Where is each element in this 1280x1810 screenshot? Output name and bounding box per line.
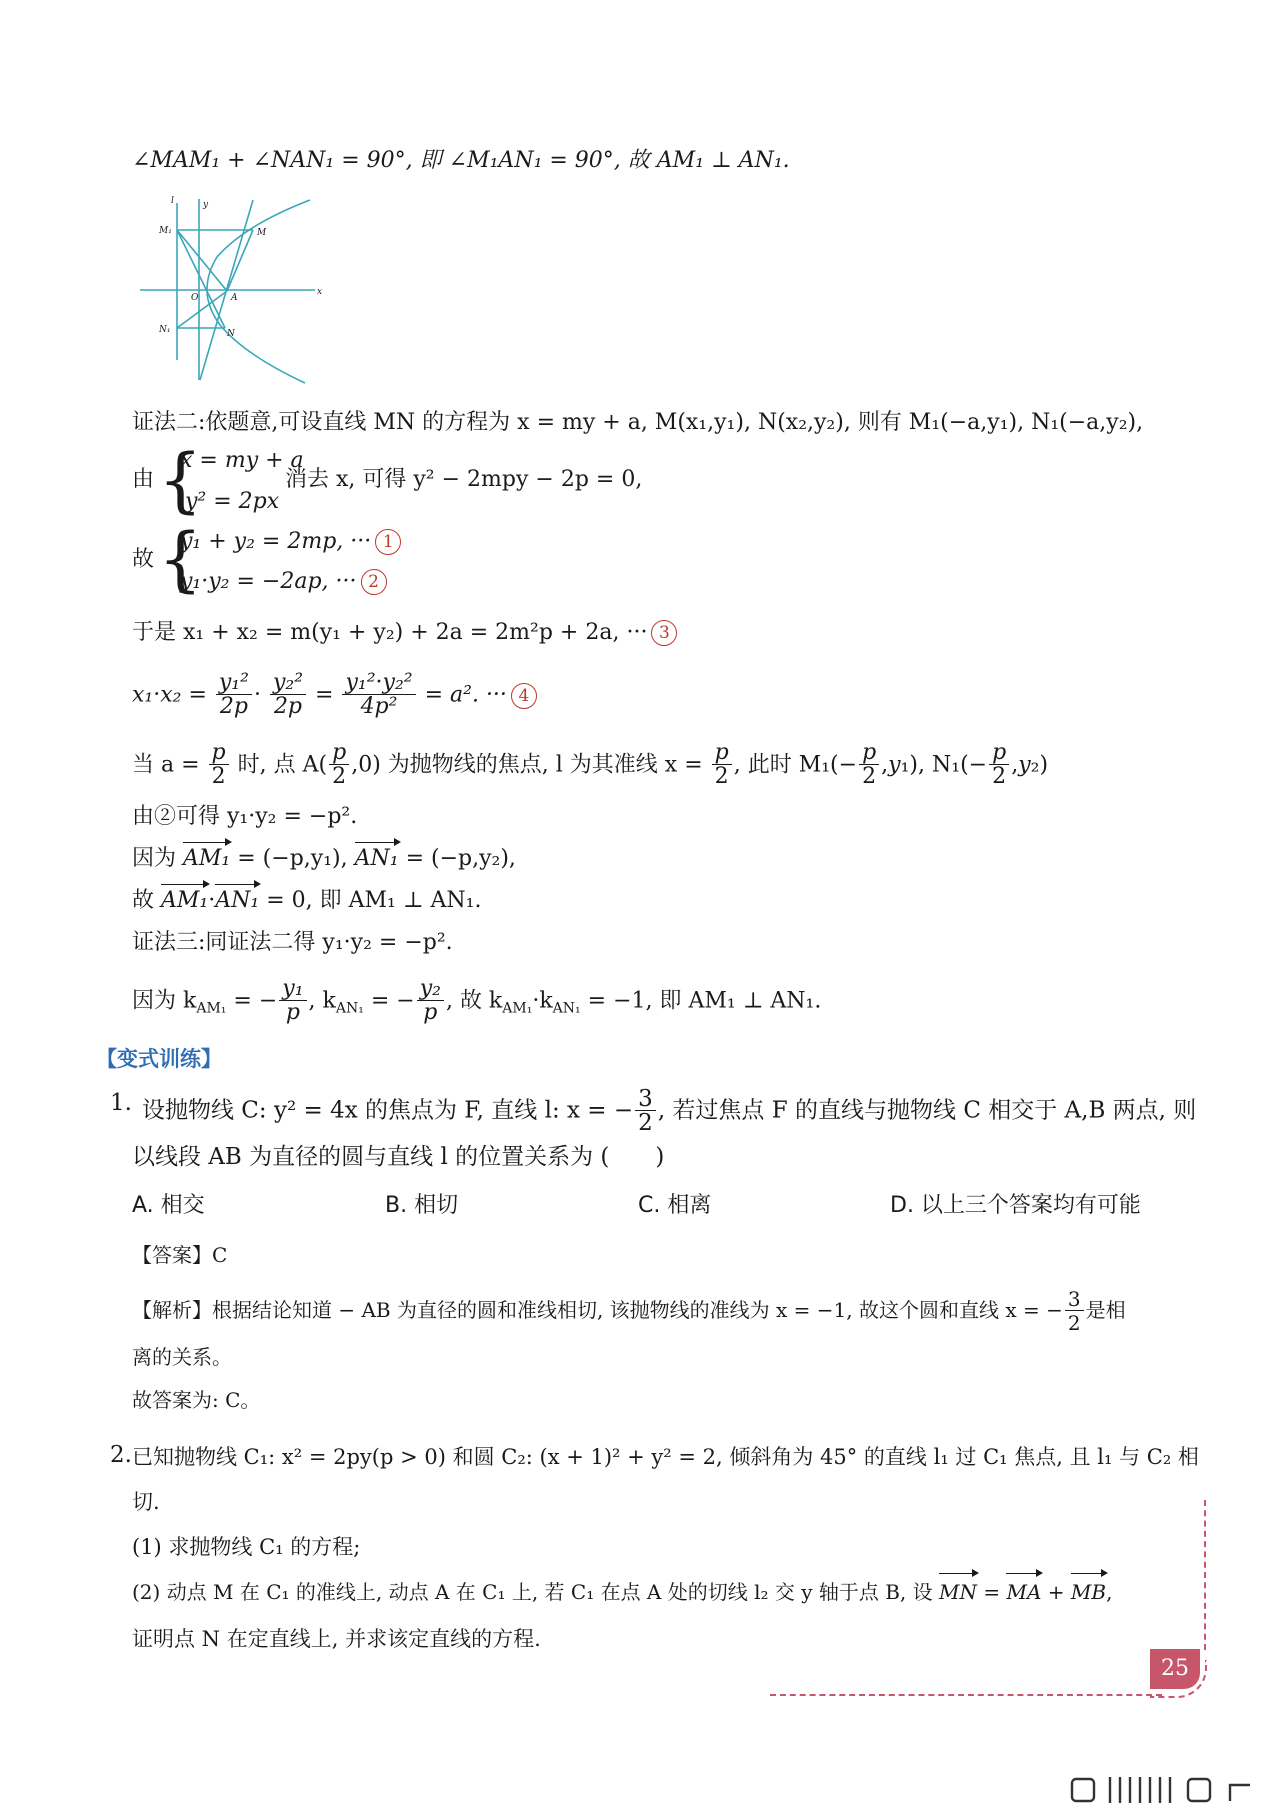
line-an1 xyxy=(177,291,227,328)
page-border-bottom xyxy=(770,1694,1162,1696)
proof2-intro: 证法二:依题意,可设直线 MN 的方程为 x = my + a, M(x₁,y₁), N(x₂,y₂), 则有 M₁(−a,y₁), N₁(−a,y₂), xyxy=(132,410,1144,435)
proof2-line8: 故 AM₁·AN₁ = 0, 即 AM₁ ⊥ AN₁. xyxy=(132,886,481,916)
q1-answer: 【答案】C xyxy=(132,1243,228,1267)
q1-analysis: 【解析】根据结论知道 − AB 为直径的圆和准线相切, 该抛物线的准线为 x = −1, 故这个圆和直线 x = − $\frac{3}{2}$ 是相 xyxy=(132,1287,1126,1335)
q2-part2-end: 证明点 N 在定直线上, 并求该定直线的方程. xyxy=(132,1627,541,1651)
q2-line2: 切. xyxy=(132,1490,160,1514)
q1-number: 1. xyxy=(110,1090,132,1116)
q1-line2: 以线段 AB 为直径的圆与直线 l 的位置关系为 ( ) xyxy=(132,1144,665,1170)
proof2-system1: 由 xyxy=(132,467,155,492)
q2-part2: (2) 动点 M 在 C₁ 的准线上, 动点 A 在 C₁ 上, 若 C₁ 在点 A 处的切线 l₂ 交 y 轴于点 B, 设 MN = MA + MB, xyxy=(132,1575,1112,1609)
sys2-bottom: y₁·y₂ = −2ap, ··· 2 xyxy=(180,567,387,597)
option-a: A. 相交 xyxy=(132,1193,205,1218)
angle-conclusion: ∠MAM₁ + ∠NAN₁ = 90°, 即 ∠M₁AN₁ = 90°, 故 AM₁ ⊥ AN₁. xyxy=(132,148,790,173)
proof2-gu: 故 xyxy=(132,547,155,572)
label-n: N xyxy=(227,329,235,339)
brace-2: { xyxy=(158,518,203,600)
q1-analysis-line2: 离的关系。 xyxy=(132,1345,232,1369)
circle-2: 2 xyxy=(361,569,387,595)
page-number: 25 xyxy=(1150,1649,1200,1689)
label-o: O xyxy=(191,293,199,303)
label-x: x xyxy=(317,287,323,297)
proof2-line3: 于是 x₁ + x₂ = m(y₁ + y₂) + 2a = 2m²p + 2a, ··· 3 xyxy=(132,618,677,648)
circle-4: 4 xyxy=(511,683,537,709)
proof2-line7: 因为 AM₁ = (−p,y₁), AN₁ = (−p,y₂), xyxy=(132,844,516,874)
label-l: l xyxy=(171,196,174,206)
label-m1: M₁ xyxy=(159,226,172,236)
proof2-line4: x₁·x₂ = $\frac{\text{y₁²}}{2p}$ · $\frac{\text{y₂²}}{2p}$ = $\frac{\text{y₁²·y₂²}}{\text{4p²}}$ = a². ··· 4 xyxy=(132,672,537,719)
label-y: y xyxy=(203,200,209,210)
parabola-figure xyxy=(135,195,325,385)
label-m: M xyxy=(257,228,267,238)
proof3-line2: 因为 $k_{AM_1}$ = − $\frac{\text{y₁}}{p}$ , $k_{AN_1}$ = − $\frac{\text{y₂}}{p}$ , 故 $k_{AM_1}\cdot k_{AN_1} = -1$, 即 AM₁ ⊥ AN₁. xyxy=(132,976,822,1025)
proof3-line1: 证法三:同证法二得 y₁·y₂ = −p². xyxy=(132,930,453,955)
option-d: D. 以上三个答案均有可能 xyxy=(890,1193,1141,1218)
sys1-bottom: y² = 2px xyxy=(185,489,280,514)
label-a: A xyxy=(231,293,238,303)
option-c: C. 相离 xyxy=(638,1193,712,1218)
sys1-top: x = my + a xyxy=(180,448,304,473)
q2-number: 2. xyxy=(110,1442,132,1468)
section-title: 【变式训练】 xyxy=(96,1047,222,1071)
option-b: B. 相切 xyxy=(385,1193,459,1218)
sys2-top: y₁ + y₂ = 2mp, ··· 1 xyxy=(180,527,401,557)
q2-part1: (1) 求抛物线 C₁ 的方程; xyxy=(132,1535,361,1559)
proof2-line5: 当 a = $\frac{p}{2}$ 时, 点 A( $\frac{p}{2}$ ,0) 为抛物线的焦点, l 为其准线 x = $\frac{p}{2}$ , 此时 M₁(− $\frac{p}{2}$ ,y₁), N₁(− $\frac{p}{2}$ ,y₂) xyxy=(132,740,1049,789)
label-n1: N₁ xyxy=(159,325,171,335)
brace-1: { xyxy=(158,439,203,521)
page-border-right xyxy=(1204,1500,1206,1650)
circle-3: 3 xyxy=(651,620,677,646)
q1-line1: 设抛物线 C: y² = 4x 的焦点为 F, 直线 l: x = − $\frac{3}{2}$ , 若过焦点 F 的直线与抛物线 C 相交于 A,B 两点, 则 xyxy=(142,1086,1197,1136)
sys1-right: 消去 x, 可得 y² − 2mpy − 2p = 0, xyxy=(285,467,643,492)
q2-line1: 已知抛物线 C₁: x² = 2py(p > 0) 和圆 C₂: (x + 1)² + y² = 2, 倾斜角为 45° 的直线 l₁ 过 C₁ 焦点, 且 l₁ 与 C₂ 相 xyxy=(132,1445,1199,1469)
watermark-icon xyxy=(1070,1775,1260,1805)
q1-final: 故答案为: C。 xyxy=(132,1388,261,1412)
proof2-line6: 由②可得 y₁·y₂ = −p². xyxy=(132,804,358,829)
circle-1: 1 xyxy=(375,529,401,555)
